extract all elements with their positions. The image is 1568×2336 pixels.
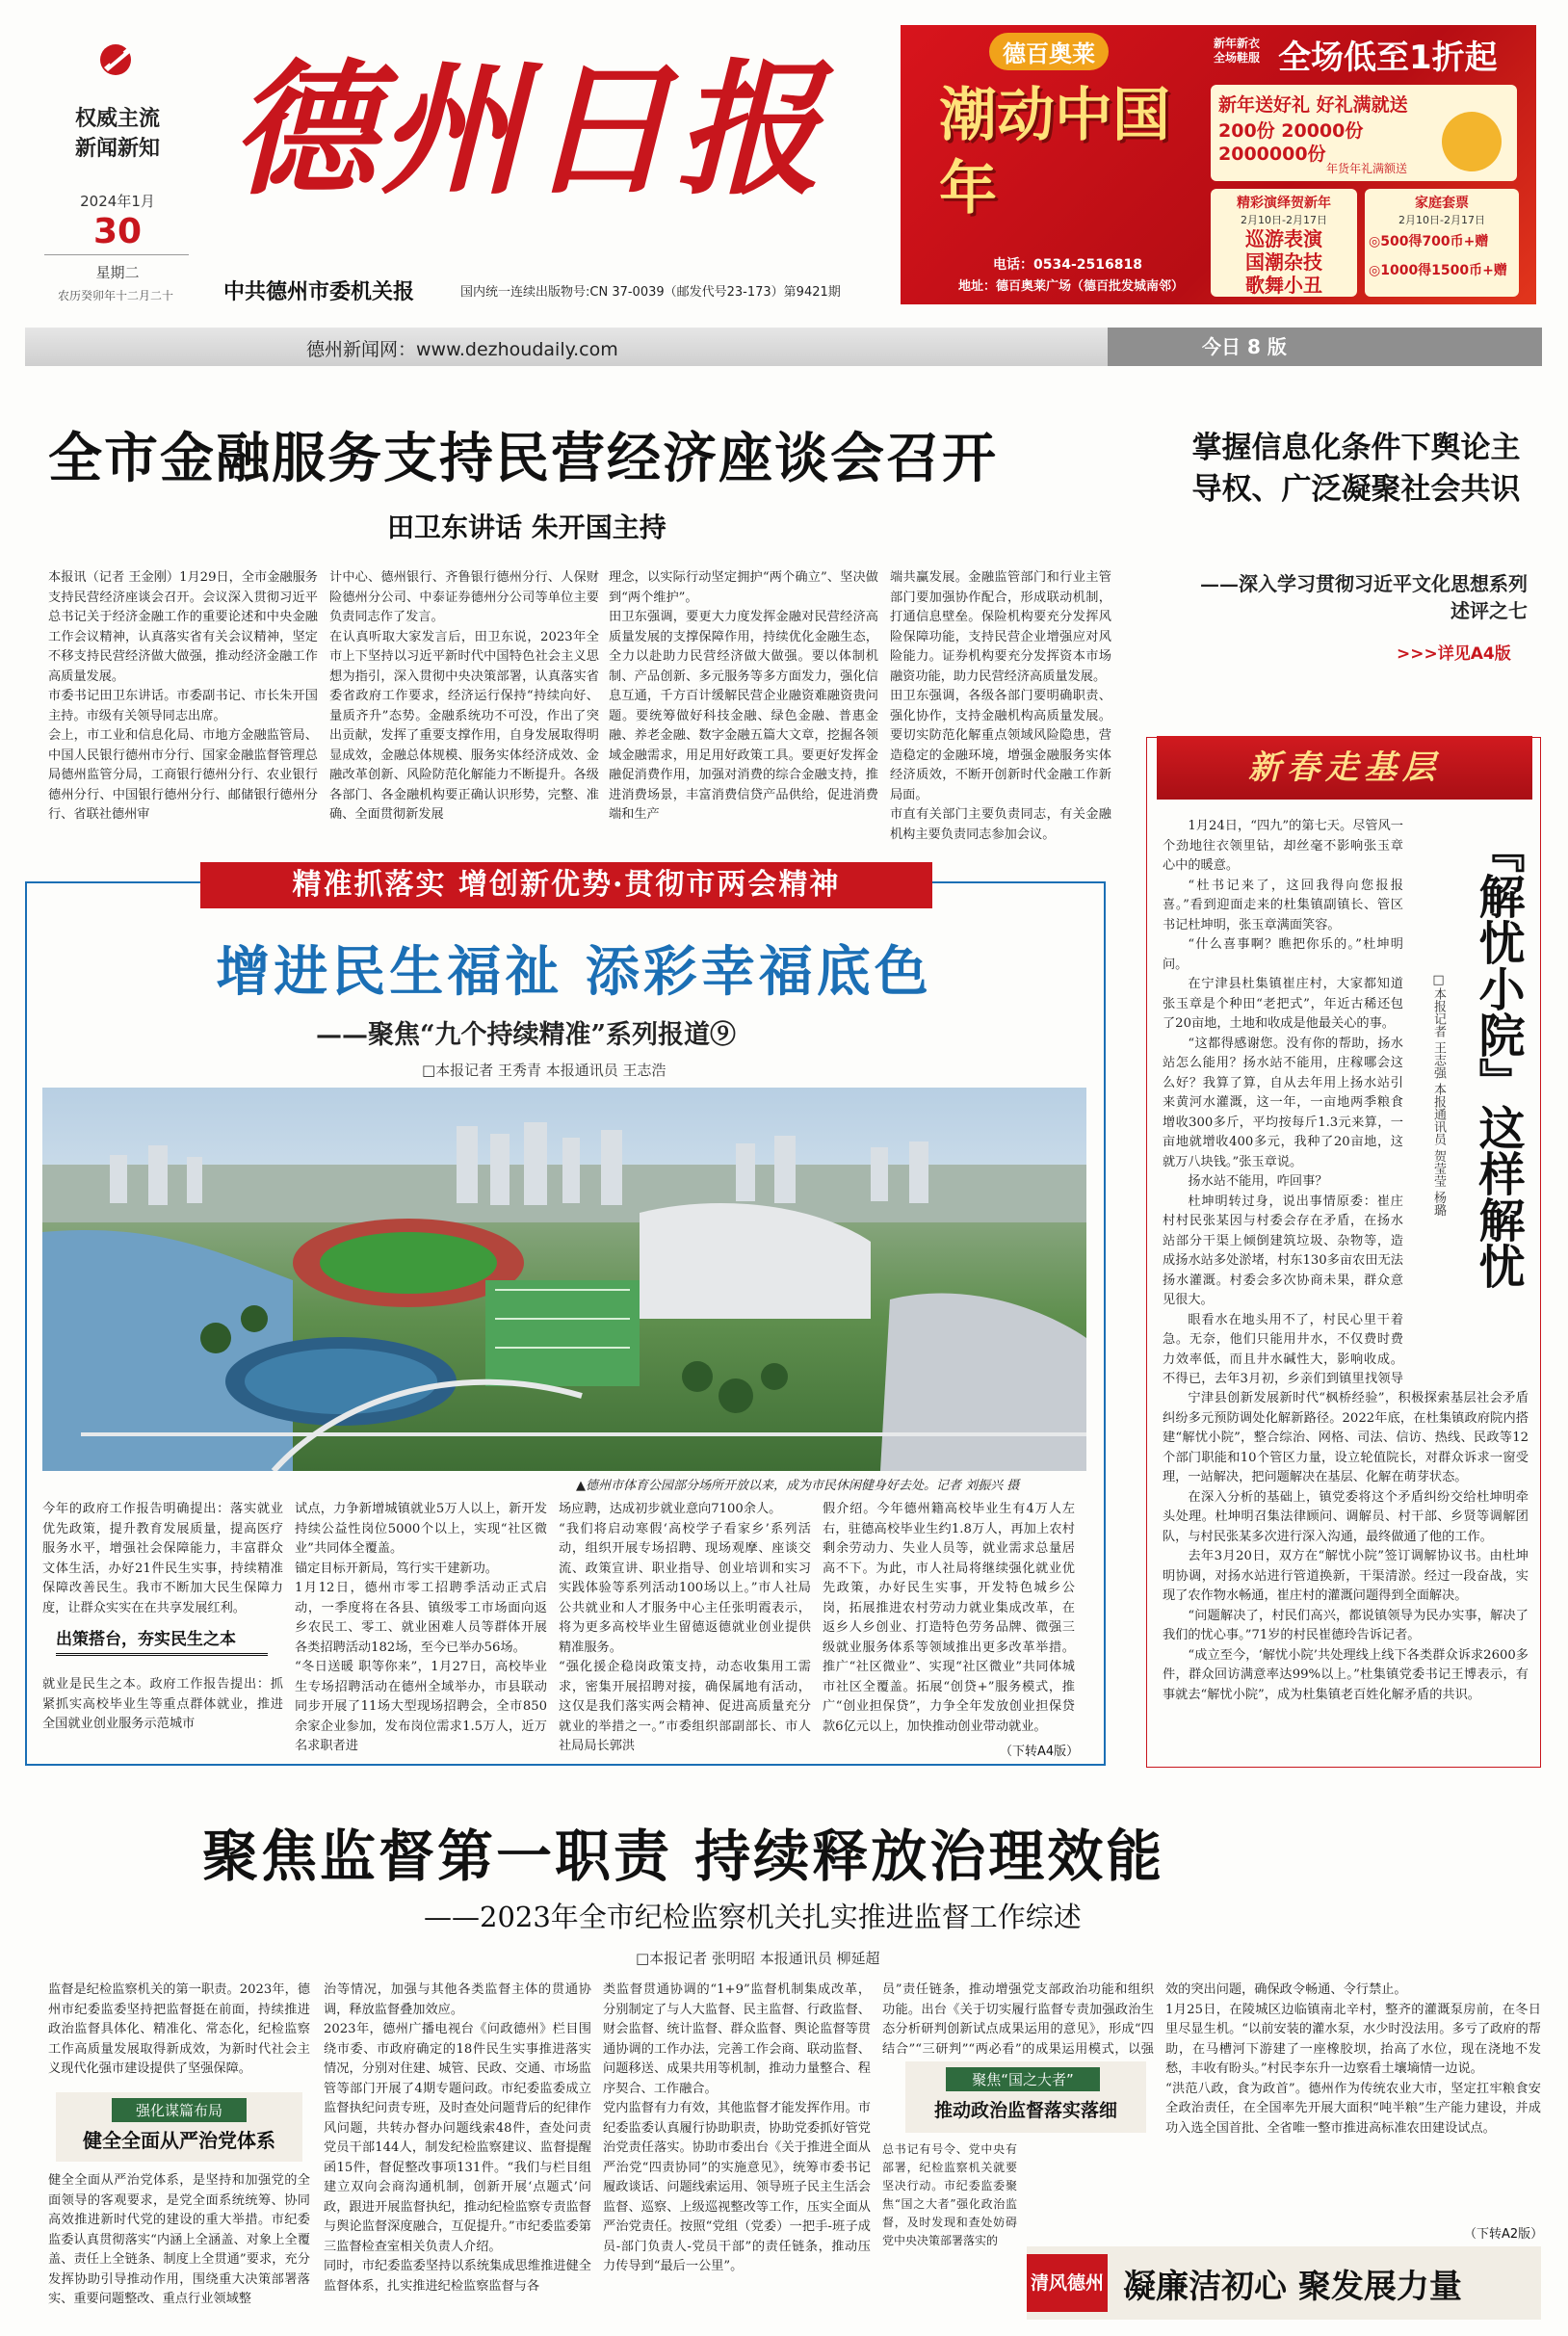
bottom-headline[interactable]: 聚焦监督第一职责 持续释放治理效能 <box>202 1824 1165 1889</box>
newspaper-title: 德州日报 <box>231 45 825 215</box>
lead-column-2: 计中心、德州银行、齐鲁银行德州分行、人保财险德州分公司、中泰证券德州分公司等单位主要负责同志作了发言。 在认真听取大家发言后，田卫东说，2023年全市上下坚持以习近平新时代中国特色社会主义思想为指引，深入贯彻中央决策部署，认真落实省委省政府工作要求，经济运行保持“持续向好、量质齐升”态势。金融系统功不可没，作出了突出贡献，发挥了重要支撑作用，自身发展取得明显成效，金融总体规模、服务实体经济成效、金融改革创新、风险防范化解能力不断提升。各级各部门、各金融机构要正确认识形势，完整、准确、全面贯彻新发展 <box>329 570 599 822</box>
bottom-label-2-tag: 聚焦“国之大者” <box>946 2067 1100 2091</box>
slogan <box>60 104 175 164</box>
sidebar-paragraph: 杜坤明转过身，说出事情原委：崔庄村村民张某因与村委会存在矛盾，在扬水站部分干渠上倾倒建筑垃圾、杂物等，造成扬水站多处淤堵，村东130多亩农田无法扬水灌溉。村委会多次协商未果，群众意见很大。 <box>1163 1194 1403 1307</box>
ad-event1-title: 精彩演绎贺新年 <box>1237 196 1331 211</box>
ad-promo-values: 200份 20000份 2000000份 <box>1218 120 1364 165</box>
commentary-subtitle: ——深入学习贯彻习近平文化思想系列述评之七 <box>1200 572 1528 622</box>
feature-column-2: 试点，力争新增城镇就业5万人以上，新开发持续公益性岗位5000个以上，实现“社区微业”共同体全覆盖。 锚定目标开新局，笃行实干建新功。 1月12日，德州市零工招聘季活动正式启动，一季度将在各县、镇级零工市场面向返乡农民工、零工、就业困难人员等群体开展各类招聘活动182场，至今已举办56场。 “冬日送暖 职等你来”，1月27日，高校毕业生专场招聘活动在德州全域举办，市县联动同步开展了11场大型现场招聘会，全市850余家企业参加，发布岗位需求1.5万人，近万名求职者进 <box>295 1502 547 1753</box>
ad-promo-title: 新年送好礼 好礼满就送 <box>1218 94 1408 116</box>
sidebar-headline[interactable]: 『解忧小院』这样解忧 <box>1471 827 1525 1289</box>
ad-event1-item: 歌舞小丑 <box>1245 274 1322 297</box>
sidebar-paragraph: 去年3月20日，双方在“解忧小院”签订调解协议书。由杜坤明协调，对扬水站进行管道换新，干渠清淤。经过一段奋战，实现了农作物水畅通，崔庄村的灌溉问题得到全面解决。 <box>1163 1549 1529 1603</box>
lead-headline[interactable]: 全市金融服务支持民营经济座谈会召开 <box>48 428 998 490</box>
sidebar-paragraph: 在宁津县杜集镇崔庄村，大家都知道张玉章是个种田“老把式”，年近古稀还包了20亩地，土地和收成是他最关心的事。 <box>1163 977 1403 1031</box>
ad-corner: 新年新衣 全场鞋服 <box>1214 37 1261 65</box>
sidebar-paragraph: “成立至今，‘解忧小院’共处理线上线下各类群众诉求2600多件，群众回访满意率达99%以上。”杜集镇党委书记王博表示，有事就去“解忧小院”，成为杜集镇老百姓化解矛盾的共识。 <box>1163 1647 1529 1702</box>
lunar-date: 农历癸卯年十二月二十 <box>57 289 173 302</box>
sidebar-box <box>1146 737 1541 1768</box>
issue-date: 2024年1月 <box>80 193 155 210</box>
clean-governance-banner <box>1027 2246 1541 2320</box>
sidebar-paragraph: “什么喜事啊？瞧把你乐的。”杜坤明问。 <box>1163 937 1403 972</box>
ad-address: 地址：德百奥莱广场（德百批发城南邻） <box>958 279 1185 294</box>
lead-column-3: 理念，以实际行动坚定拥护“两个确立”、坚决做到“两个维护”。 田卫东强调，要更大力度发挥金融对民营经济高质量发展的支撑保障作用，持续优化金融生态，全力以赴助力民营经济做大做强。要以体制机制、产品创新、多元服务等多方面发力，强化信息互通，千方百计缓解民营企业融资难融资贵问题。要统筹做好科技金融、绿色金融、普惠金融、养老金融、数字金融五篇大文章，挖掘各领域金融需求，用足用好政策工具。要更好发挥金融促消费作用，加强对消费的综合金融支持，推进消费场景，丰富消费信贷产品供给，促进消费端和生产 <box>609 570 878 822</box>
photo-caption: ▲德州市体育公园部分场所开放以来，成为市民休闲健身好去处。记者 刘振兴 摄 <box>576 1479 1020 1493</box>
sidebar-paragraph: 扬水站不能用，咋回事？ <box>1188 1174 1328 1189</box>
newspaper-logo-icon <box>85 39 143 77</box>
ad-tagline: 全场低至1折起 <box>1278 39 1498 77</box>
feature-banner: 精准抓落实 增创新优势·贯彻市两会精神 <box>200 862 932 908</box>
lead-subhead: 田卫东讲话 朱开国主持 <box>387 512 666 543</box>
sidebar-paragraph: “问题解决了，村民们高兴，都说镇领导为民办实事，解决了我们的忧心事。”71岁的村民崔德玲告诉记者。 <box>1163 1608 1529 1642</box>
bottom-column-4a: 员”责任链条，推动增强党支部政治功能和组织功能。出台《关于切实履行监督专责加强政治生态分析研判创新试点成果运用的意见》，形成“四结合”“三研判”“两必看”的成果运用模式，以强 <box>882 1982 1154 2057</box>
masthead <box>0 0 1568 360</box>
ad-promo-box <box>1211 85 1517 181</box>
feature-headline[interactable]: 增进民生福祉 添彩幸福底色 <box>216 941 932 1004</box>
sidebar-text-upper <box>1163 817 1403 1385</box>
ad-banner[interactable] <box>901 25 1536 304</box>
bottom-column-5: 效的突出问题，确保政令畅通、令行禁止。 1月25日，在陵城区边临镇南北辛村，整齐的灌溉泵房前，在冬日里尽显生机。“以前安装的灌水泵，水少时没法用。多亏了政府的帮助，在马槽河下游建了一座橡胶坝，抬高了水位，现在浇地不发愁，丰收有盼头。”村民李东升一边察看土壤墒情一边说。 “洪范八政，食为政首”。德州作为传统农业大市，坚定扛牢粮食安全政治责任，在全国率先开展大面积“吨半粮”生产能力建设，并成功入选全国首批、全省唯一整市推进高标准农田建设试点。 <box>1165 1982 1541 2136</box>
bottom-continue[interactable]: （下转A2版） <box>1464 2227 1544 2242</box>
feature-column-1b: 就业是民生之本。政府工作报告提出：抓紧抓实高校毕业生等重点群体就业，推进全国就业创业服务示范城市 <box>42 1677 283 1731</box>
ad-headline: 潮动中国年 <box>939 82 1170 223</box>
bottom-column-2: 治等情况，加强与其他各类监督主体的贯通协调，释放监督叠加效应。 2023年，德州广播电视台《问政德州》栏目围绕市委、市政府确定的18件民生实事推进落实情况，分别对住建、城管、民政、交通、市场监管等部门开展了4期专题问政。市纪委监委成立监督执纪问责专班，及时查处问题背后的纪律作风问题，共转办督办问题线索48件，查处问责党员干部144人，制发纪检监察建议、监督提醒函15件，督促整改事项131件。“我们与栏目组建立双向会商沟通机制，创新开展‘点题式’问政，跟进开展监督执纪，推动纪检监察专责监督与舆论监督深度融合，互促提升。”市纪委监委第三监督检查室相关负责人介绍。 同时，市纪委监委坚持以系统集成思维推进健全监督体系，扎实推进纪检监察监督与各 <box>324 1982 591 2294</box>
commentary-title: 掌握信息化条件下舆论主导权、广泛凝聚社会共识 <box>1191 431 1521 507</box>
issue-day: 30 <box>92 212 143 251</box>
lead-column-1: 本报讯（记者 王金刚）1月29日，全市金融服务支持民营经济座谈会召开。会议深入贯彻习近平总书记关于经济金融工作的重要论述和中央金融工作会议精神，认真落实省有关会议精神，坚定不移支持民营经济做大做强，推动经济金融工作高质量发展。 市委书记田卫东讲话。市委副书记、市长朱开国主持。市级有关领导同志出席。 会上，市工业和信息化局、市地方金融监管局、中国人民银行德州市分行、国家金融监督管理总局德州监管分局，工商银行德州分行、农业银行德州分行、中国银行德州分行、邮储银行德州分行、省联社德州审 <box>48 570 318 822</box>
feature-column-4: 假介绍。今年德州籍高校毕业生有4万人左右，驻德高校毕业生约1.8万人，再加上农村剩余劳动力、失业人员等，就业需求总量居高不下。为此，市人社局将继续强化就业优先政策，办好民生实事，开发特色城乡公岗，拓展推进农村劳动力就业集成改革，在返乡人乡创业、打造特色劳务品牌、微强三级就业服务体系等领域推出更多改革举措。推广“社区微业”、实现“社区微业”共同体城市社区全覆盖。拓展“创贷+”服务模式，推广“创业担保贷”，力争全年发放创业担保贷款6亿元以上，加快推动创业带动就业。 <box>823 1502 1075 1734</box>
sponsor: 中共德州市委机关报 <box>223 279 415 304</box>
feature-section-title: 出策搭台，夯实民生之本 <box>56 1625 268 1656</box>
bottom-label-1 <box>56 2092 302 2162</box>
ad-event2-line: ◎1000得1500币+赠 <box>1369 263 1507 278</box>
website-bar <box>25 328 1542 366</box>
website-link[interactable]: 德州新闻网：www.dezhoudaily.com <box>306 339 618 360</box>
feature-box <box>25 868 1106 1766</box>
bottom-column-1: 监督是纪检监察机关的第一职责。2023年，德州市纪委监委坚持把监督挺在前面，持续推进政治监督具体化、精准化、常态化，纪检监察工作高质量发展取得新成效，为新时代社会主义现代化强市建设提供了坚强保障。 <box>48 1982 310 2076</box>
feature-byline: □本报记者 王秀青 本报通讯员 王志浩 <box>422 1062 666 1079</box>
clean-governance-slogan: 凝廉洁初心 聚发展力量 <box>1123 2268 1462 2306</box>
bottom-subhead: ——2023年全市纪检监察机关扎实推进监督工作综述 <box>424 1901 1082 1933</box>
ad-phone: 电话：0534-2516818 <box>993 257 1142 273</box>
commentary-link[interactable]: >>>详见A4版 <box>1397 644 1511 664</box>
commentary-box[interactable] <box>1165 416 1541 681</box>
feature-column-1: 今年的政府工作报告明确提出：落实就业优先政策，提升教育发展质量，提高医疗服务水平，增强社会保障能力，丰富群众文体生活，办好21件民生实事，持续精准保障改善民生。我市不断加大民生保障力度，让群众实实在在共享发展红利。 <box>42 1502 283 1615</box>
sidebar-paragraph: 1月24日，“四九”的第七天。尽管风一个劲地往衣领里钻，却丝毫不影响张玉章心中的暖意。 <box>1163 819 1403 873</box>
ad-event2-title: 家庭套票 <box>1415 196 1469 211</box>
slogan-line-1: 权威主流 <box>74 107 160 131</box>
bottom-label-1-title: 健全全面从严治党体系 <box>83 2129 275 2152</box>
ad-event1-date: 2月10日-2月17日 <box>1241 214 1327 226</box>
ad-event2-date: 2月10日-2月17日 <box>1398 214 1485 226</box>
ad-event2-line: ◎500得700币+赠 <box>1369 234 1489 249</box>
edition-label: 今日 8 版 <box>1202 335 1287 358</box>
sidebar-banner <box>1157 736 1532 800</box>
sidebar-paragraph: 宁津县创新发展新时代“枫桥经验”，积极探索基层社会矛盾纠纷多元预防调处化解新路径。2022年底，在杜集镇政府院内搭建“解忧小院”，整合综治、网格、司法、信访、热线、民政等12个部门职能和10个管区力量，设立轮值院长，对群众诉求一窗受理，一站解决，把问题解决在基层、化解在萌芽状态。 <box>1163 1391 1529 1484</box>
feature-column-3: 场应聘，达成初步就业意向7100余人。 “我们将启动寒假‘高校学子看家乡’系列活动，组织开展专场招聘、现场观摩、座谈交流、政策宣讲、职业指导、创业培训和实习实践体验等系列活动100场以上。”市人社局公共就业和人才服务中心主任张明霞表示，将为更多高校毕业生留德返德就业创业提供精准服务。 “强化援企稳岗政策支持，动态收集用工需求，密集开展招聘对接，确保属地有活动，这仅是我们落实两会精神、促进高质量充分就业的举措之一。”市委组织部副部长、市人社局局长郭洪 <box>559 1502 811 1753</box>
feature-continue[interactable]: （下转A4版） <box>1000 1745 1080 1759</box>
bottom-label-2 <box>905 2061 1146 2133</box>
sports-park-photo <box>42 1088 1086 1471</box>
bottom-column-4b: 总书记有号令、党中央有部署，纪检监察机关就要坚决行动。市纪委监委聚焦“国之大者”强化政治监督，及时发现和查处妨碍党中央决策部署落实的 <box>882 2142 1017 2247</box>
sidebar-paragraph: 眼看水在地头用不了，村民心里干着急。无奈，他们只能用井水，不仅费时费力效率低，而且井水碱性大，影响收成。不得已，去年3月初，乡亲们到镇里找领导 <box>1163 1312 1403 1385</box>
ad-event1-item: 巡游表演 <box>1245 227 1322 250</box>
ad-event1-item: 国潮杂技 <box>1245 250 1322 274</box>
ad-brand: 德百奥莱 <box>989 33 1109 70</box>
bottom-label-1-tag: 强化谋篇布局 <box>112 2098 247 2122</box>
sidebar-banner-label: 新春走基层 <box>1248 748 1441 787</box>
ad-event-box-2 <box>1365 189 1519 297</box>
ad-promo-sub: 年货年礼满额送 <box>1326 162 1408 175</box>
issue-weekday: 星期二 <box>95 264 140 281</box>
bottom-label-2-title: 推动政治监督落实落细 <box>933 2100 1117 2121</box>
sidebar-paragraph: “杜书记来了，这回我得向您报报喜。”看到迎面走来的杜集镇副镇长、管区书记杜坤明，张玉章满面笑容。 <box>1163 878 1403 932</box>
ad-event-box-1 <box>1211 189 1357 297</box>
sidebar-text-lower <box>1163 1389 1529 1759</box>
sidebar-paragraph: “这都得感谢您。没有你的帮助，扬水站怎么能用？扬水站不能用，庄稼哪会这么好？我算了算，自从去年用上扬水站引来黄河水灌溉，这一年，一亩地两季粮食增收300多斤，平均按每斤1.3元来算，一亩地就增收400多元，我种了20亩地，这就万八块钱。”张玉章说。 <box>1163 1036 1403 1169</box>
edition-count <box>1108 328 1542 366</box>
bottom-byline: □本报记者 张明昭 本报通讯员 柳延超 <box>636 1950 880 1967</box>
feature-subhead: ——聚焦“九个持续精准”系列报道⑨ <box>316 1020 737 1050</box>
bottom-column-1b: 健全全面从严治党体系，是坚持和加强党的全面领导的客观要求，是党全面系统统筹、协同高效推进新时代党的建设的重大举措。市纪委监委认真贯彻落实“内涵上全涵盖、对象上全覆盖、责任上全链条、制度上全贯通”要求，充分发挥协助引导推动作用，围绕重大决策部署落实、重要问题整改、重点行业领域整 <box>48 2173 310 2306</box>
ad-gift-icon <box>1442 112 1502 171</box>
slogan-line-2: 新闻新知 <box>74 137 160 161</box>
publication-codes: 国内统一连续出版物号:CN 37-0039（邮发代号23-173）第9421期 <box>460 285 841 300</box>
sidebar-paragraph: 在深入分析的基础上，镇党委将这个矛盾纠纷交给杜坤明牵头处理。杜坤明召集法律顾问、调解员、村干部、乡贤等调解团队，与村民张某多次进行深入沟通，最终做通了他的工作。 <box>1163 1489 1529 1544</box>
sidebar-byline: □本报记者 王志强 本报通讯员 贺莹莹 杨璐 <box>1431 973 1446 1217</box>
bottom-column-3: 类监督贯通协调的“1+9”监督机制集成改革，分别制定了与人大监督、民主监督、行政监督、财会监督、统计监督、群众监督、舆论监督等贯通协调的工作办法，完善工作会商、联动监督、问题移送、成果共用等机制，推动力量整合、程序契合、工作融合。 党内监督有力有效，其他监督才能发挥作用。市纪委监委认真履行协助职责，协助党委抓好管党治党责任落实。协助市委出台《关于推进全面从严治党“四责协同”的实施意见》，统筹市委书记履政谈话、问题线索运用、领导班子民主生活会监督、巡察、上级巡视整改等工作，压实全面从严治党责任。按照“党组（党委）一把手-班子成员-部门负责人-党员干部”的责任链条，推动压力传导到“最后一公里”。 <box>603 1982 871 2273</box>
lead-column-4: 端共赢发展。金融监管部门和行业主管部门要加强协作配合，形成联动机制，打通信息壁垒。保险机构要充分发挥风险保障功能，支持民营企业增强应对风险能力。证券机构要充分发挥资本市场融资功能，助力民营经济高质量发展。 田卫东强调，各级各部门要明确职责、强化协作，支持金融机构高质量发展。要切实防范化解重点领域风险隐患，营造稳定的金融环境，增强金融服务实体经济质效，不断开创新时代金融工作新局面。 市直有关部门主要负责同志，有关金融机构主要负责同志参加会议。 <box>890 570 1111 842</box>
clean-governance-tag: 清风德州 <box>1027 2254 1108 2312</box>
